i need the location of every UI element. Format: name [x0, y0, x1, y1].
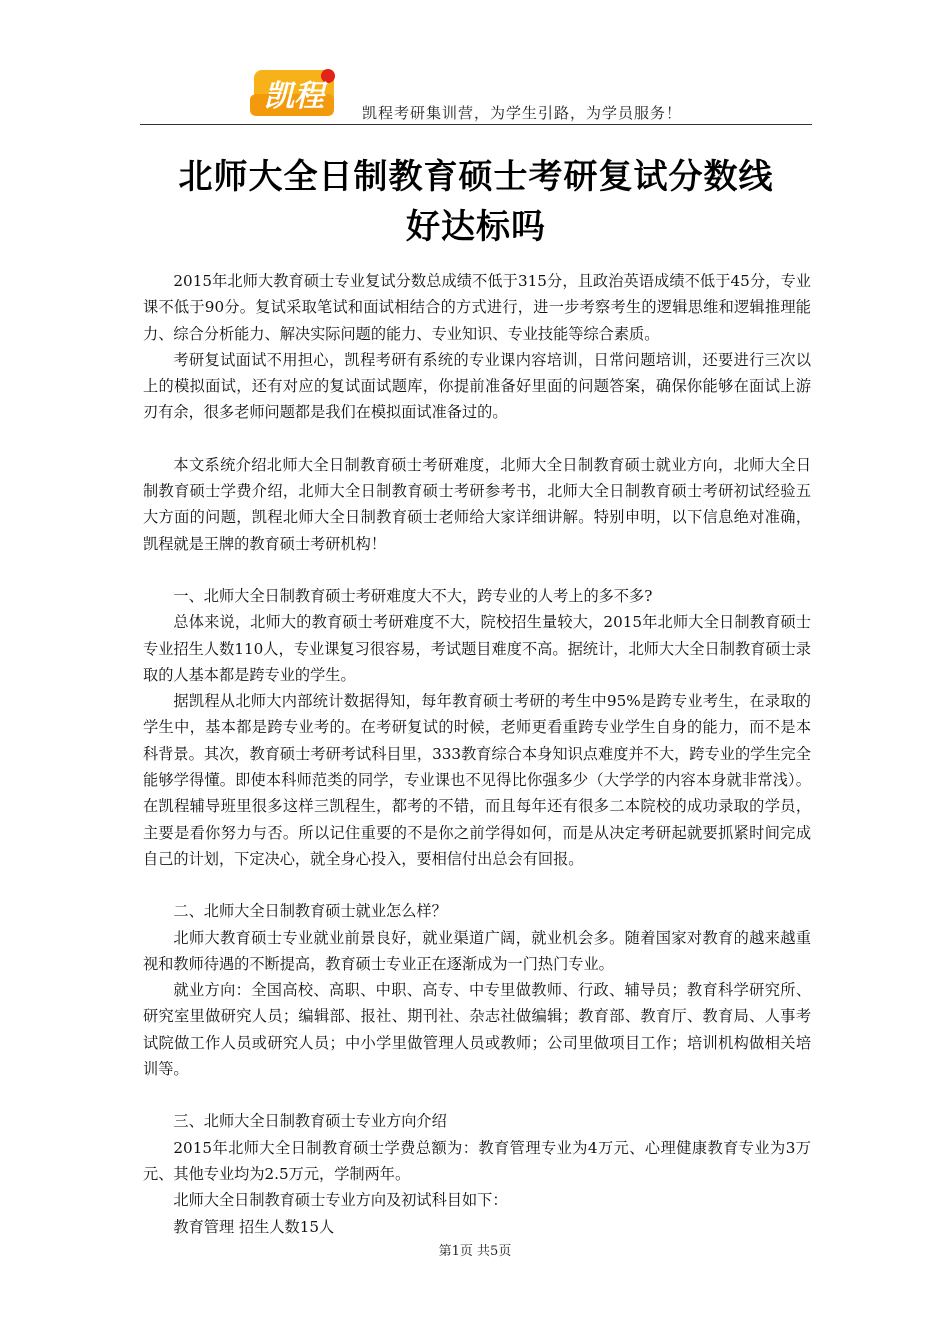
- paragraph-cross-major: 据凯程从北师大内部统计数据得知，每年教育硕士考研的考生中95%是跨专业考生，在录取的学生中，基本都是跨专业考的。在考研复试的时候，老师更看重跨专业学生自身的能力，而不是本科背景。其次，教育硕士考研考试科目里，333教育综合本身知识点难度并不大，跨专业的学生完全能够学得懂。即使本科师范类的同学，专业课也不见得比你强多少（大学学的内容本身就非常浅）。在凯程辅导班里很多这样三凯程生，都考的不错，而且每年还有很多二本院校的成功录取的学员，主要是看你努力与否。所以记住重要的不是你之前学得如何，而是从决定考研起就要抓紧时间完成自己的计划，下定决心，就全身心投入，要相信付出总会有回报。: [143, 692, 811, 868]
- paragraph-employment: 北师大教育硕士专业就业前景良好，就业渠道广阔，就业机会多。随着国家对教育的越来越重视和教师待遇的不断提高，教育硕士专业正在逐渐成为一门热门专业。: [143, 928, 811, 973]
- paragraph-career-directions: 就业方向：全国高校、高职、中职、高专、中专里做教师、行政、辅导员；教育科学研究所、研究室里做研究人员；编辑部、报社、期刊社、杂志社做编辑；教育部、教育厅、教育局、人事考试院做工作人员或研究人员；中小学里做管理人员或教师；公司里做项目工作；培训机构做相关培训等。: [143, 981, 811, 1079]
- page-number: 第1页 共5页: [438, 1244, 512, 1259]
- title-line-2: 好达标吗: [406, 207, 546, 247]
- article-body: [143, 268, 811, 1240]
- kaicheng-logo: [248, 64, 340, 122]
- paragraph-difficulty: 总体来说，北师大的教育硕士考研难度不大，院校招生量较大，2015年北师大全日制教育硕士专业招生人数110人，专业课复习很容易，考试题目难度不高。据统计，北师大大全日制教育硕士录取的人基本都是跨专业的学生。: [143, 613, 811, 684]
- section-heading-employment: 二、北师大全日制教育硕士就业怎么样？: [173, 902, 447, 921]
- section-heading-majors: 三、北师大全日制教育硕士专业方向介绍: [173, 1112, 447, 1131]
- header-divider: [140, 124, 812, 125]
- logo-text: 凯程: [264, 79, 324, 114]
- header-slogan: 凯程考研集训营，为学生引路，为学员服务！: [362, 104, 683, 122]
- paragraph-edu-management: 教育管理 招生人数15人: [173, 1217, 335, 1236]
- page-title: [110, 152, 842, 252]
- page-header: [140, 64, 812, 126]
- paragraph-tuition: 2015年北师大全日制教育硕士学费总额为：教育管理专业为4万元、心理健康教育专业为3万元、其他专业均为2.5万元，学制两年。: [143, 1138, 811, 1183]
- paragraph-interview: 考研复试面试不用担心，凯程考研有系统的专业课内容培训，日常问题培训，还要进行三次以上的模拟面试，还有对应的复试面试题库，你提前准备好里面的问题答案，确保你能够在面试上游刃有余，很多老师问题都是我们在模拟面试准备过的。: [143, 350, 811, 422]
- paragraph-score-line: 2015年北师大教育硕士专业复试分数总成绩不低于315分，且政治英语成绩不低于45分，专业课不低于90分。复试采取笔试和面试相结合的方式进行，进一步考察考生的逻辑思维和逻辑推理能力、综合分析能力、解决实际问题的能力、专业知识、专业技能等综合素质。: [143, 272, 811, 343]
- paragraph-intro: 本文系统介绍北师大全日制教育硕士考研难度，北师大全日制教育硕士就业方向，北师大全日制教育硕士学费介绍，北师大全日制教育硕士考研参考书，北师大全日制教育硕士考研初试经验五大方面的问题，凯程北师大全日制教育硕士老师给大家详细讲解。特别申明，以下信息绝对准确，凯程就是王牌的教育硕士考研机构！: [143, 455, 811, 553]
- title-line-1: 北师大全日制教育硕士考研复试分数线: [178, 157, 774, 197]
- section-heading-difficulty: 一、北师大全日制教育硕士考研难度大不大，跨专业的人考上的多不多?: [173, 586, 653, 605]
- paragraph-majors-list-intro: 北师大全日制教育硕士专业方向及初试科目如下：: [173, 1191, 508, 1210]
